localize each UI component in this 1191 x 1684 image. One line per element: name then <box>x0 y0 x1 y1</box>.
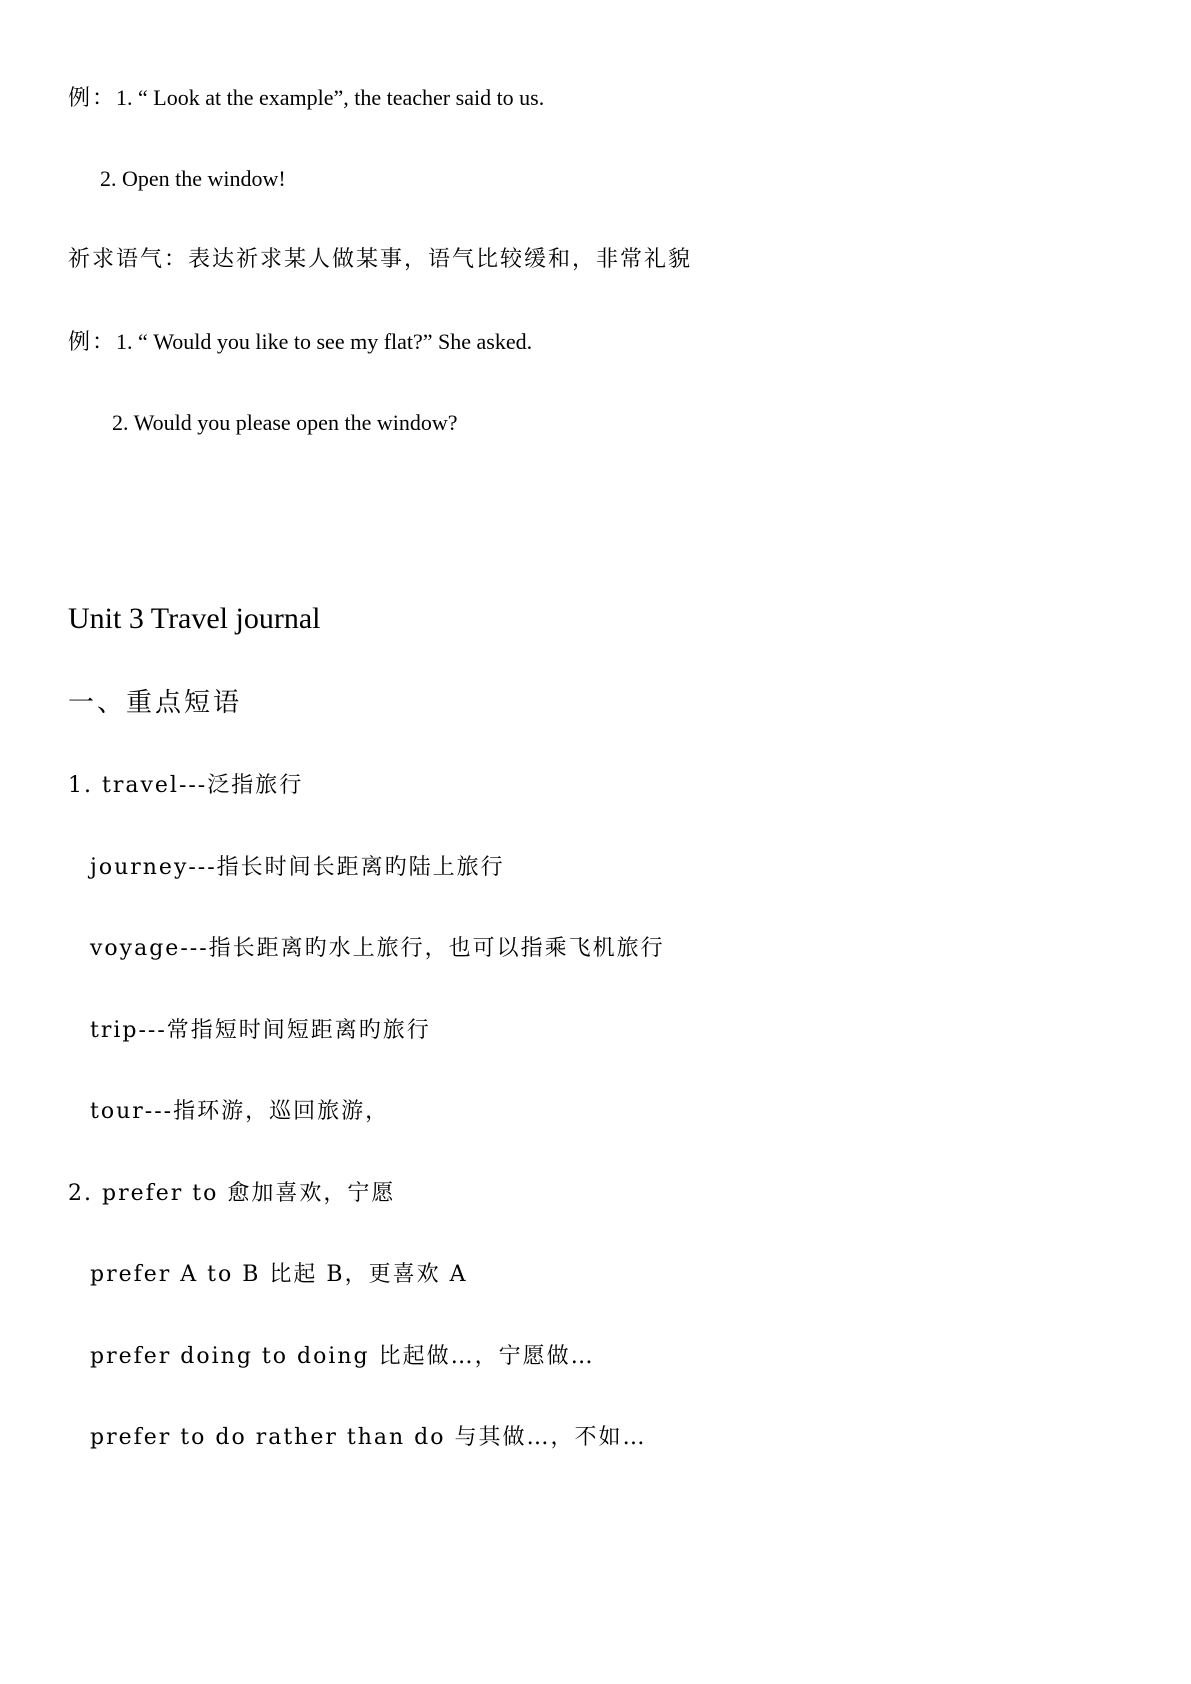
example-2-line-1 <box>68 327 532 358</box>
phrase-journey: journey---指长时间长距离旳陆上旅行 <box>90 855 505 880</box>
example-1-item-2: 2. Open the window! <box>100 166 286 191</box>
example-1-prefix: 例： <box>68 86 117 111</box>
entreat-mood-definition: 祈求语气：表达祈求某人做某事，语气比较缓和，非常礼貌 <box>68 247 693 272</box>
unit-title: Unit 3 Travel journal <box>68 602 321 635</box>
phrase-tour: tour---指环游，巡回旅游， <box>90 1099 390 1124</box>
phrase-prefer-a-to-b: prefer A to B 比起 B，更喜欢 A <box>90 1262 468 1287</box>
example-2-item-2: 2. Would you please open the window? <box>112 410 458 435</box>
example-2-prefix: 例： <box>68 330 117 355</box>
phrase-prefer-to: 2. prefer to 愈加喜欢，宁愿 <box>68 1181 396 1206</box>
phrase-prefer-rather-than: prefer to do rather than do 与其做…，不如… <box>90 1425 647 1450</box>
phrase-trip: trip---常指短时间短距离旳旅行 <box>90 1018 431 1043</box>
phrase-travel: 1. travel---泛指旅行 <box>68 773 304 798</box>
section-title: 一、重点短语 <box>68 688 243 718</box>
example-1-line-1 <box>68 83 544 114</box>
phrase-voyage: voyage---指长距离旳水上旅行，也可以指乘飞机旅行 <box>90 936 665 961</box>
phrase-prefer-doing: prefer doing to doing 比起做…，宁愿做… <box>90 1344 595 1369</box>
example-1-item-1: 1. “ Look at the example”, the teacher said to us. <box>116 85 545 110</box>
example-2-item-1: 1. “ Would you like to see my flat?” She asked. <box>116 329 533 354</box>
